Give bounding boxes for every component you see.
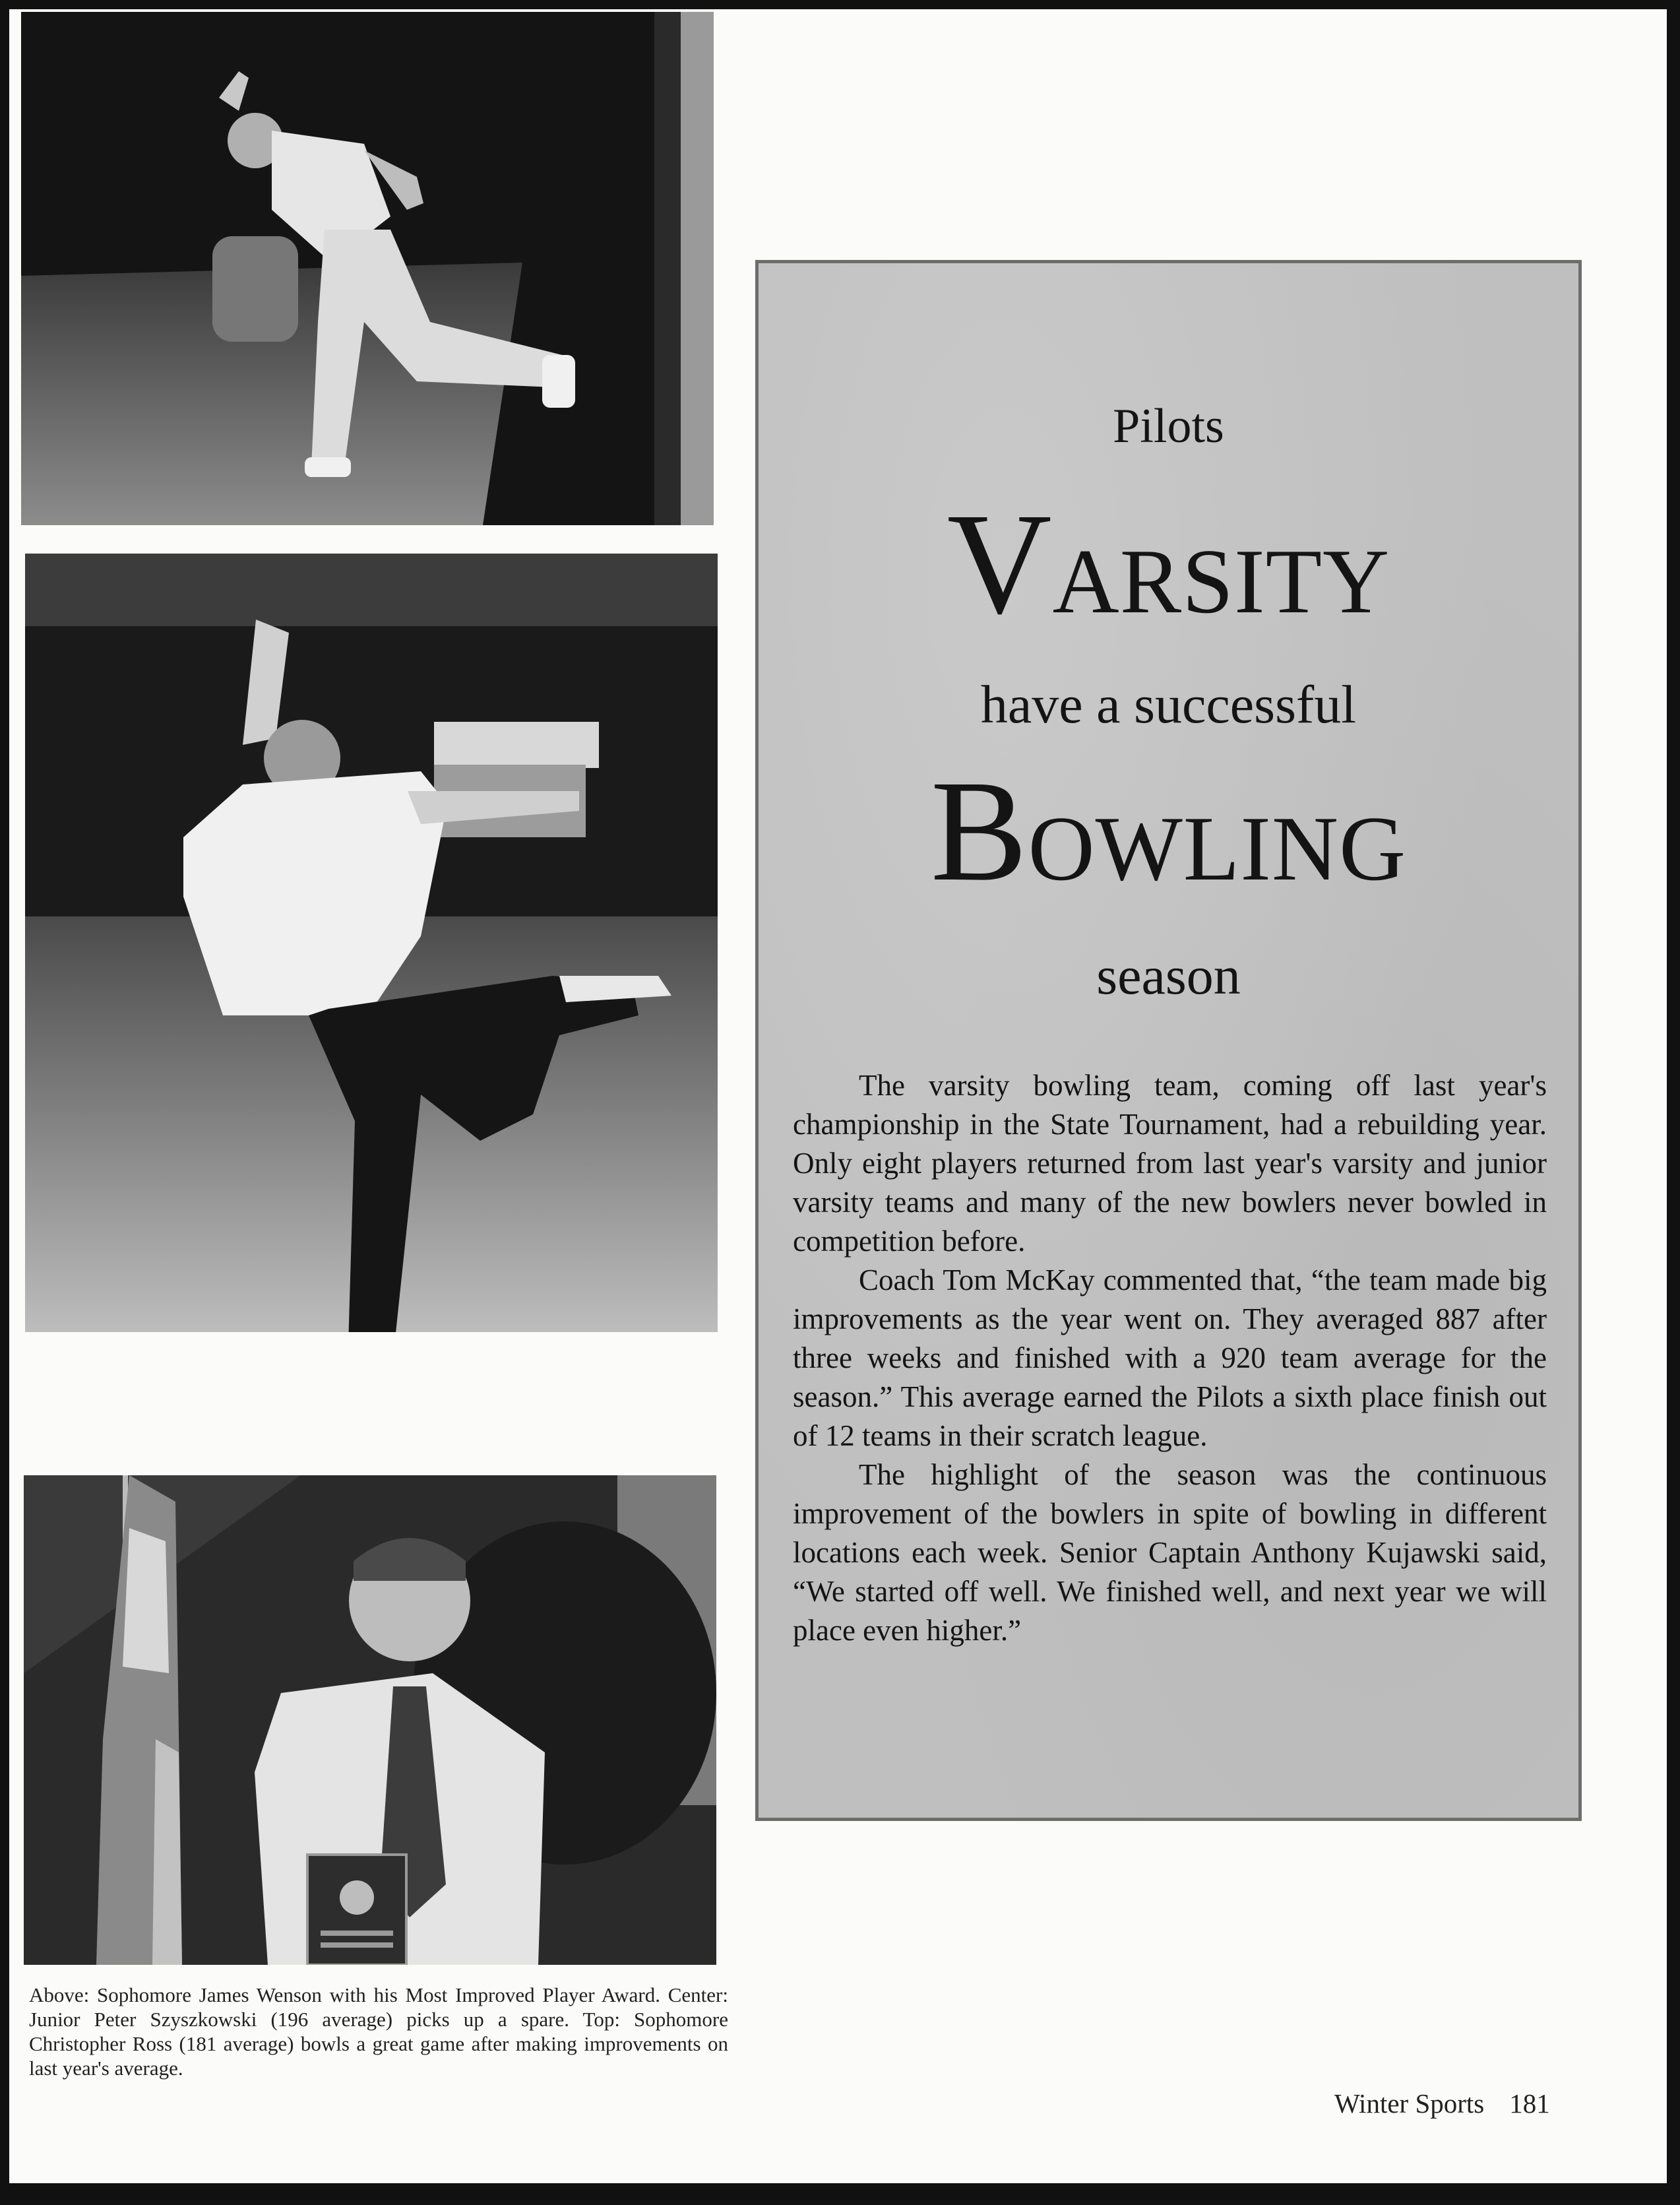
- story-body: [793, 1066, 1547, 1650]
- headline-season: season: [1096, 945, 1241, 1006]
- headline-bowling: [759, 750, 1578, 911]
- headline-varsity-rest: ARSITY: [1052, 530, 1390, 633]
- story-paragraph: Coach Tom McKay commented that, “the team made big improvements as the year went on. They averaged 887 after three weeks and finished with a 920 team average for the season.” This average earned the Pilots a sixth place finish out of 12 teams in their scratch league.: [793, 1263, 1547, 1452]
- photo-top-image: [21, 12, 714, 525]
- headline-varsity: [759, 483, 1578, 644]
- headline-bowling-initial: B: [930, 750, 1028, 911]
- page-footer: [1334, 2088, 1550, 2119]
- page-number: 181: [1509, 2088, 1550, 2119]
- yearbook-page: [9, 9, 1667, 2183]
- photo-caption: Above: Sophomore James Wenson with his Most Improved Player Award. Center: Junior Peter Szyszkowski (196 average) picks up a spare. Top: Sophomore Christopher Ross (181 average) bowls a great game after making improvements on last year's average.: [29, 1983, 728, 2080]
- headline-pilots: Pilots: [1113, 399, 1224, 453]
- photo-award-recipient: [24, 1475, 716, 1965]
- story-panel: [755, 260, 1582, 1821]
- story-paragraph: The varsity bowling team, coming off last year's championship in the State Tournament, had a rebuilding year. Only eight players returned from last year's varsity and junior varsity teams and many of the new bowlers never bowled in competition before.: [793, 1069, 1547, 1258]
- headline-have-a-successful: have a successful: [980, 674, 1357, 734]
- headline-varsity-initial: V: [947, 483, 1053, 644]
- photo-center-image: [25, 554, 718, 1332]
- photo-top-bowler: [21, 12, 714, 525]
- photo-center-bowler: [25, 554, 718, 1332]
- headline-bowling-rest: OWLING: [1028, 798, 1407, 900]
- story-paragraph: The highlight of the season was the continuous improvement of the bowlers in spite of bowling in different locations each week. Senior Captain Anthony Kujawski said, “We started off well. We finished well, and next year we will place even higher.”: [793, 1458, 1547, 1647]
- photo-award-image: [24, 1475, 716, 1965]
- footer-section: Winter Sports: [1334, 2088, 1485, 2119]
